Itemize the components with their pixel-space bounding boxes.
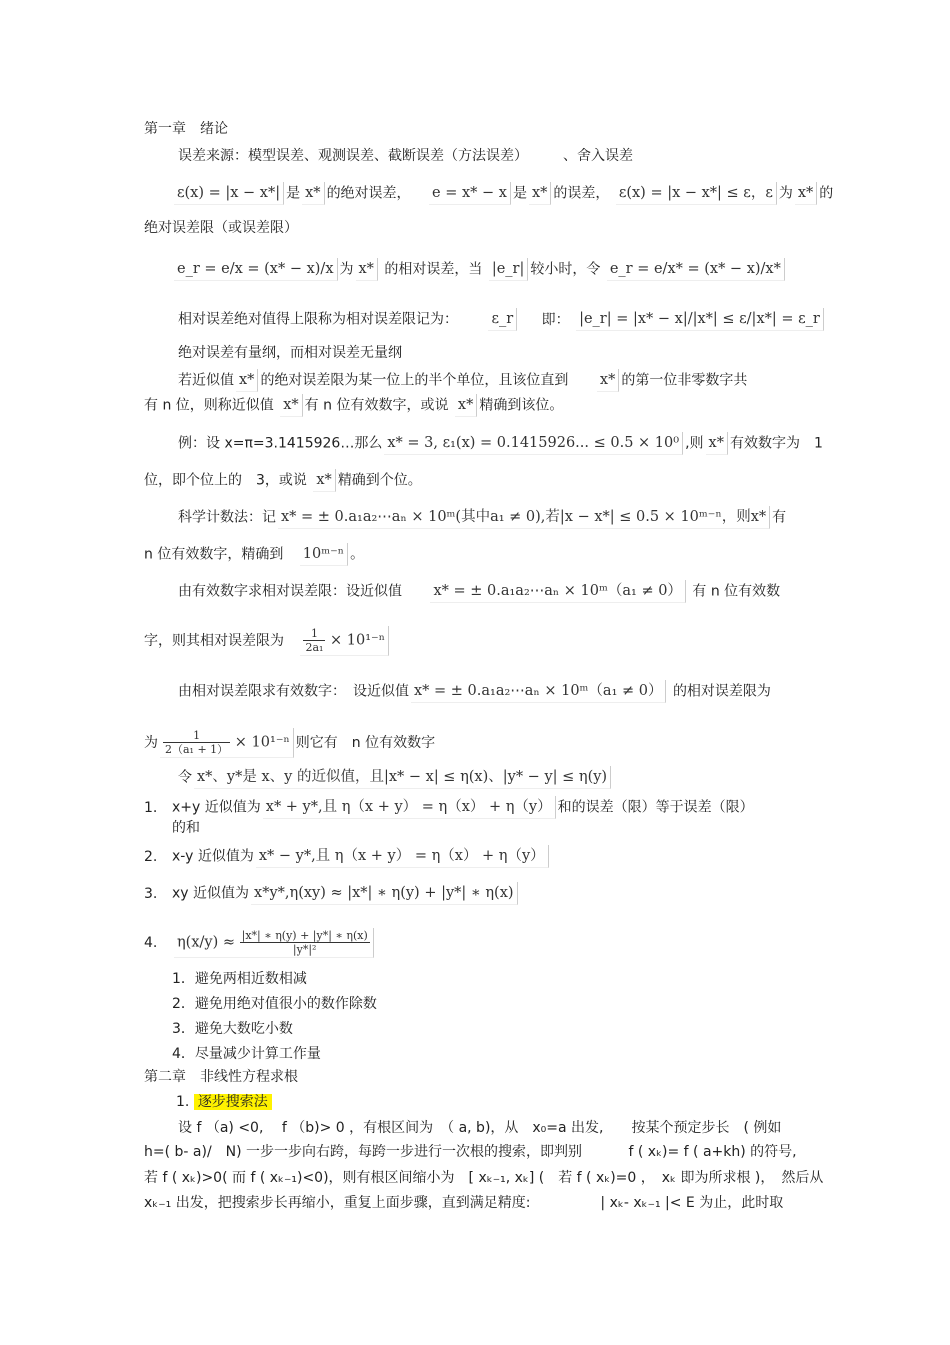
- text: 字，则其相对误差限为: [144, 633, 284, 649]
- absolute-error-definition-cont: 绝对误差限（或误差限）: [144, 220, 298, 236]
- formula: 10ᵐ⁻ⁿ: [300, 543, 348, 566]
- significant-figures-def: [178, 369, 747, 392]
- formula: x*y*,η(xy) ≈ |x*| ∗ η(y) + |y*| ∗ η(x): [251, 882, 518, 905]
- formula: x*: [529, 182, 551, 205]
- search-method-line-2: h=( b- a)/ N) 一步一步向右跨，每跨一步进行一次根的搜索，即判别 f ( xₖ)= f ( a+kh) 的符号,: [144, 1144, 797, 1160]
- search-method-line-4: xₖ₋₁ 出发，把搜索步长再缩小，重复上面步骤，直到满足精度: | xₖ- xₖ₋₁ |< E 为止，此时取: [144, 1195, 784, 1211]
- relative-error-bound: [178, 308, 826, 331]
- fraction: $\frac{1}{\text{2（a₁ + 1）}}$: [165, 729, 229, 756]
- formula: x* = ± 0.a₁a₂⋯aₙ × 10ᵐ（a₁ ≠ 0）: [430, 580, 685, 603]
- text: 的相对误差限为: [672, 683, 771, 700]
- search-method-line-1: 设 f （a) <0, f （b)> 0 ，有根区间为 （ a, b)，从 x₀=a 出发, 按某个预定步长 ( 例如: [178, 1120, 782, 1136]
- text: 精确到该位。: [479, 397, 564, 414]
- text: 有 n 位，则称近似值: [144, 397, 274, 414]
- formula: ε(x) = |x − x*|: [174, 182, 284, 205]
- text: 为: [144, 735, 158, 751]
- formula: x* = ± 0.a₁a₂⋯aₙ × 10ᵐ(其中a₁ ≠ 0),若|x − x*| ≤ 0.5 × 10ᵐ⁻ⁿ，则x*: [278, 506, 770, 529]
- formula: x*: [455, 394, 477, 417]
- formula: x*: [280, 394, 302, 417]
- text: 则它有 n 位有效数字: [295, 735, 436, 751]
- formula: |e_r| = |x* − x|/|x*| ≤ ε/|x*| = ε_r: [576, 308, 824, 331]
- formula: e = x* − x: [429, 182, 511, 205]
- op-item-3: 3. xy 近似值为 x*y*,η(xy) ≈ |x*| ∗ η(y) + |y*| ∗ η(x): [144, 882, 520, 905]
- text: n 位有效数字，精确到: [144, 546, 284, 563]
- formula: x*: [795, 182, 817, 205]
- op-item-1: 1. x+y 近似值为 x* + y*,且 η（x + y） = η（x） + η（y） 和的误差（限）等于误差（限）: [144, 796, 754, 819]
- formula: x*: [706, 432, 728, 455]
- op-item-2: 2. x-y 近似值为 x* − y*,且 η（x + y） = η（x） + η（y）: [144, 845, 551, 868]
- section-number: 1.: [176, 1094, 190, 1110]
- text: 的: [819, 185, 834, 202]
- formula: $\frac{1}{\text{2（a₁ + 1）}}$ × 10¹⁻ⁿ: [160, 728, 294, 758]
- formula: x*: [356, 258, 378, 281]
- text: 的相对误差，当: [384, 261, 483, 278]
- text: 有效数字为 1: [729, 435, 823, 452]
- text: 是: [512, 185, 527, 202]
- text: 的误差，: [553, 185, 610, 202]
- formula: ε_r: [488, 308, 517, 331]
- rule-1: 1．避免两相近数相减: [172, 971, 307, 987]
- text: 相对误差绝对值得上限称为相对误差限记为：: [178, 311, 458, 328]
- example: [178, 432, 823, 455]
- text: ,则: [685, 435, 704, 452]
- text: 由有效数字求相对误差限：设近似值: [178, 583, 402, 600]
- formula: ε(x) = |x − x*| ≤ ε，ε: [616, 182, 777, 205]
- let-line: [178, 766, 613, 789]
- fraction: $\frac{|x*| ∗ \eta(y) + |y*| ∗ \eta(x)}{\text{|y*|²}}$: [241, 929, 368, 956]
- sigfig-to-relative-error: [178, 580, 780, 603]
- text: 若近似值: [178, 372, 234, 389]
- formula: x* = 3, ε₁(x) = 0.1415926... ≤ 0.5 × 10⁰: [384, 432, 683, 455]
- formula: $\frac{1}{\text{2a₁}}$ × 10¹⁻ⁿ: [300, 626, 389, 656]
- chapter1-title: 第一章 绪论: [144, 121, 228, 137]
- text: 令: [178, 769, 192, 786]
- text: 有 n 位有效数: [692, 583, 781, 600]
- scientific-notation-cont: [144, 543, 364, 566]
- text: 的第一位非零数字共: [621, 372, 748, 389]
- formula: x*、y*是 x、y 的近似值，且|x* − x| ≤ η(x)、|y* − y| ≤ η(y): [194, 766, 611, 789]
- text: 有 n 位有效数字，或说: [304, 397, 449, 414]
- text: 例：设 x=π=3.1415926…那么: [178, 435, 383, 452]
- text: 是: [286, 185, 301, 202]
- formula: e_r = e/x* = (x* − x)/x*: [607, 258, 785, 281]
- formula: x* + y*,且 η（x + y） = η（x） + η（y）: [263, 796, 556, 819]
- formula: x*: [597, 369, 619, 392]
- text: 科学计数法：记: [178, 509, 276, 526]
- fraction: $\frac{1}{\text{2a₁}}$: [305, 627, 324, 654]
- formula: x* − y*,且 η（x + y） = η（x） + η（y）: [256, 845, 549, 868]
- rule-3: 3．避免大数吃小数: [172, 1021, 293, 1037]
- formula: x*: [236, 369, 258, 392]
- text: 较小时，令: [530, 261, 601, 278]
- section-title: 逐步搜索法: [194, 1094, 272, 1110]
- formula: |e_r|: [489, 258, 529, 281]
- search-method-line-3: 若 f ( xₖ)>0( 而 f ( xₖ₋₁)<0)，则有根区间缩小为 [ xₖ₋₁, xₖ] ( 若 f ( xₖ)=0 ， xₖ 即为所求根 )， 然后从: [144, 1170, 824, 1186]
- formula: η(x/y) ≈ $\frac{|x*| ∗ \eta(y) + |y*| ∗ \eta(x)}{\text{|y*|²}}$: [174, 928, 374, 958]
- chapter2-title: 第二章 非线性方程求根: [144, 1069, 298, 1085]
- text: 为: [778, 185, 793, 202]
- text: 有: [772, 509, 787, 526]
- text: 的绝对误差限为某一位上的半个单位，且该位直到: [260, 372, 569, 389]
- formula: x*: [313, 469, 335, 492]
- absolute-error-definition: [172, 182, 833, 205]
- relative-error-definition: [172, 258, 787, 281]
- text: 为: [339, 261, 354, 278]
- op-item-1-cont: 的和: [172, 820, 200, 836]
- sigfig-to-relative-error-cont: [144, 626, 391, 656]
- text: 的绝对误差，: [326, 185, 411, 202]
- text: 位，即个位上的 3，或说: [144, 472, 307, 489]
- error-sources: 误差来源：模型误差、观测误差、截断误差（方法误差） 、舍入误差: [178, 148, 633, 164]
- op-item-4: 4. η(x/y) ≈ $\frac{|x*| ∗ \eta(y) + |y*| ∗ \eta(x)}{\text{|y*|²}}$: [144, 928, 376, 958]
- section-heading: [176, 1092, 272, 1112]
- text: 由相对误差限求有效数字： 设近似值: [178, 683, 409, 700]
- formula: x*: [302, 182, 324, 205]
- rule-2: 2．避免用绝对值很小的数作除数: [172, 996, 377, 1012]
- text: 精确到个位。: [337, 472, 422, 489]
- formula: e_r = e/x = (x* − x)/x: [174, 258, 338, 281]
- example-cont: [144, 469, 422, 492]
- dimension-note: 绝对误差有量纲，而相对误差无量纲: [178, 345, 402, 361]
- formula: x* = ± 0.a₁a₂⋯aₙ × 10ᵐ（a₁ ≠ 0）: [411, 680, 666, 703]
- scientific-notation: [178, 506, 786, 529]
- rule-4: 4．尽量减少计算工作量: [172, 1046, 321, 1062]
- significant-figures-def-cont: [144, 394, 563, 417]
- relative-error-to-sigfig: [178, 680, 771, 703]
- text: 。: [350, 546, 365, 563]
- relative-error-to-sigfig-cont: [144, 728, 435, 758]
- text: 即：: [541, 311, 570, 328]
